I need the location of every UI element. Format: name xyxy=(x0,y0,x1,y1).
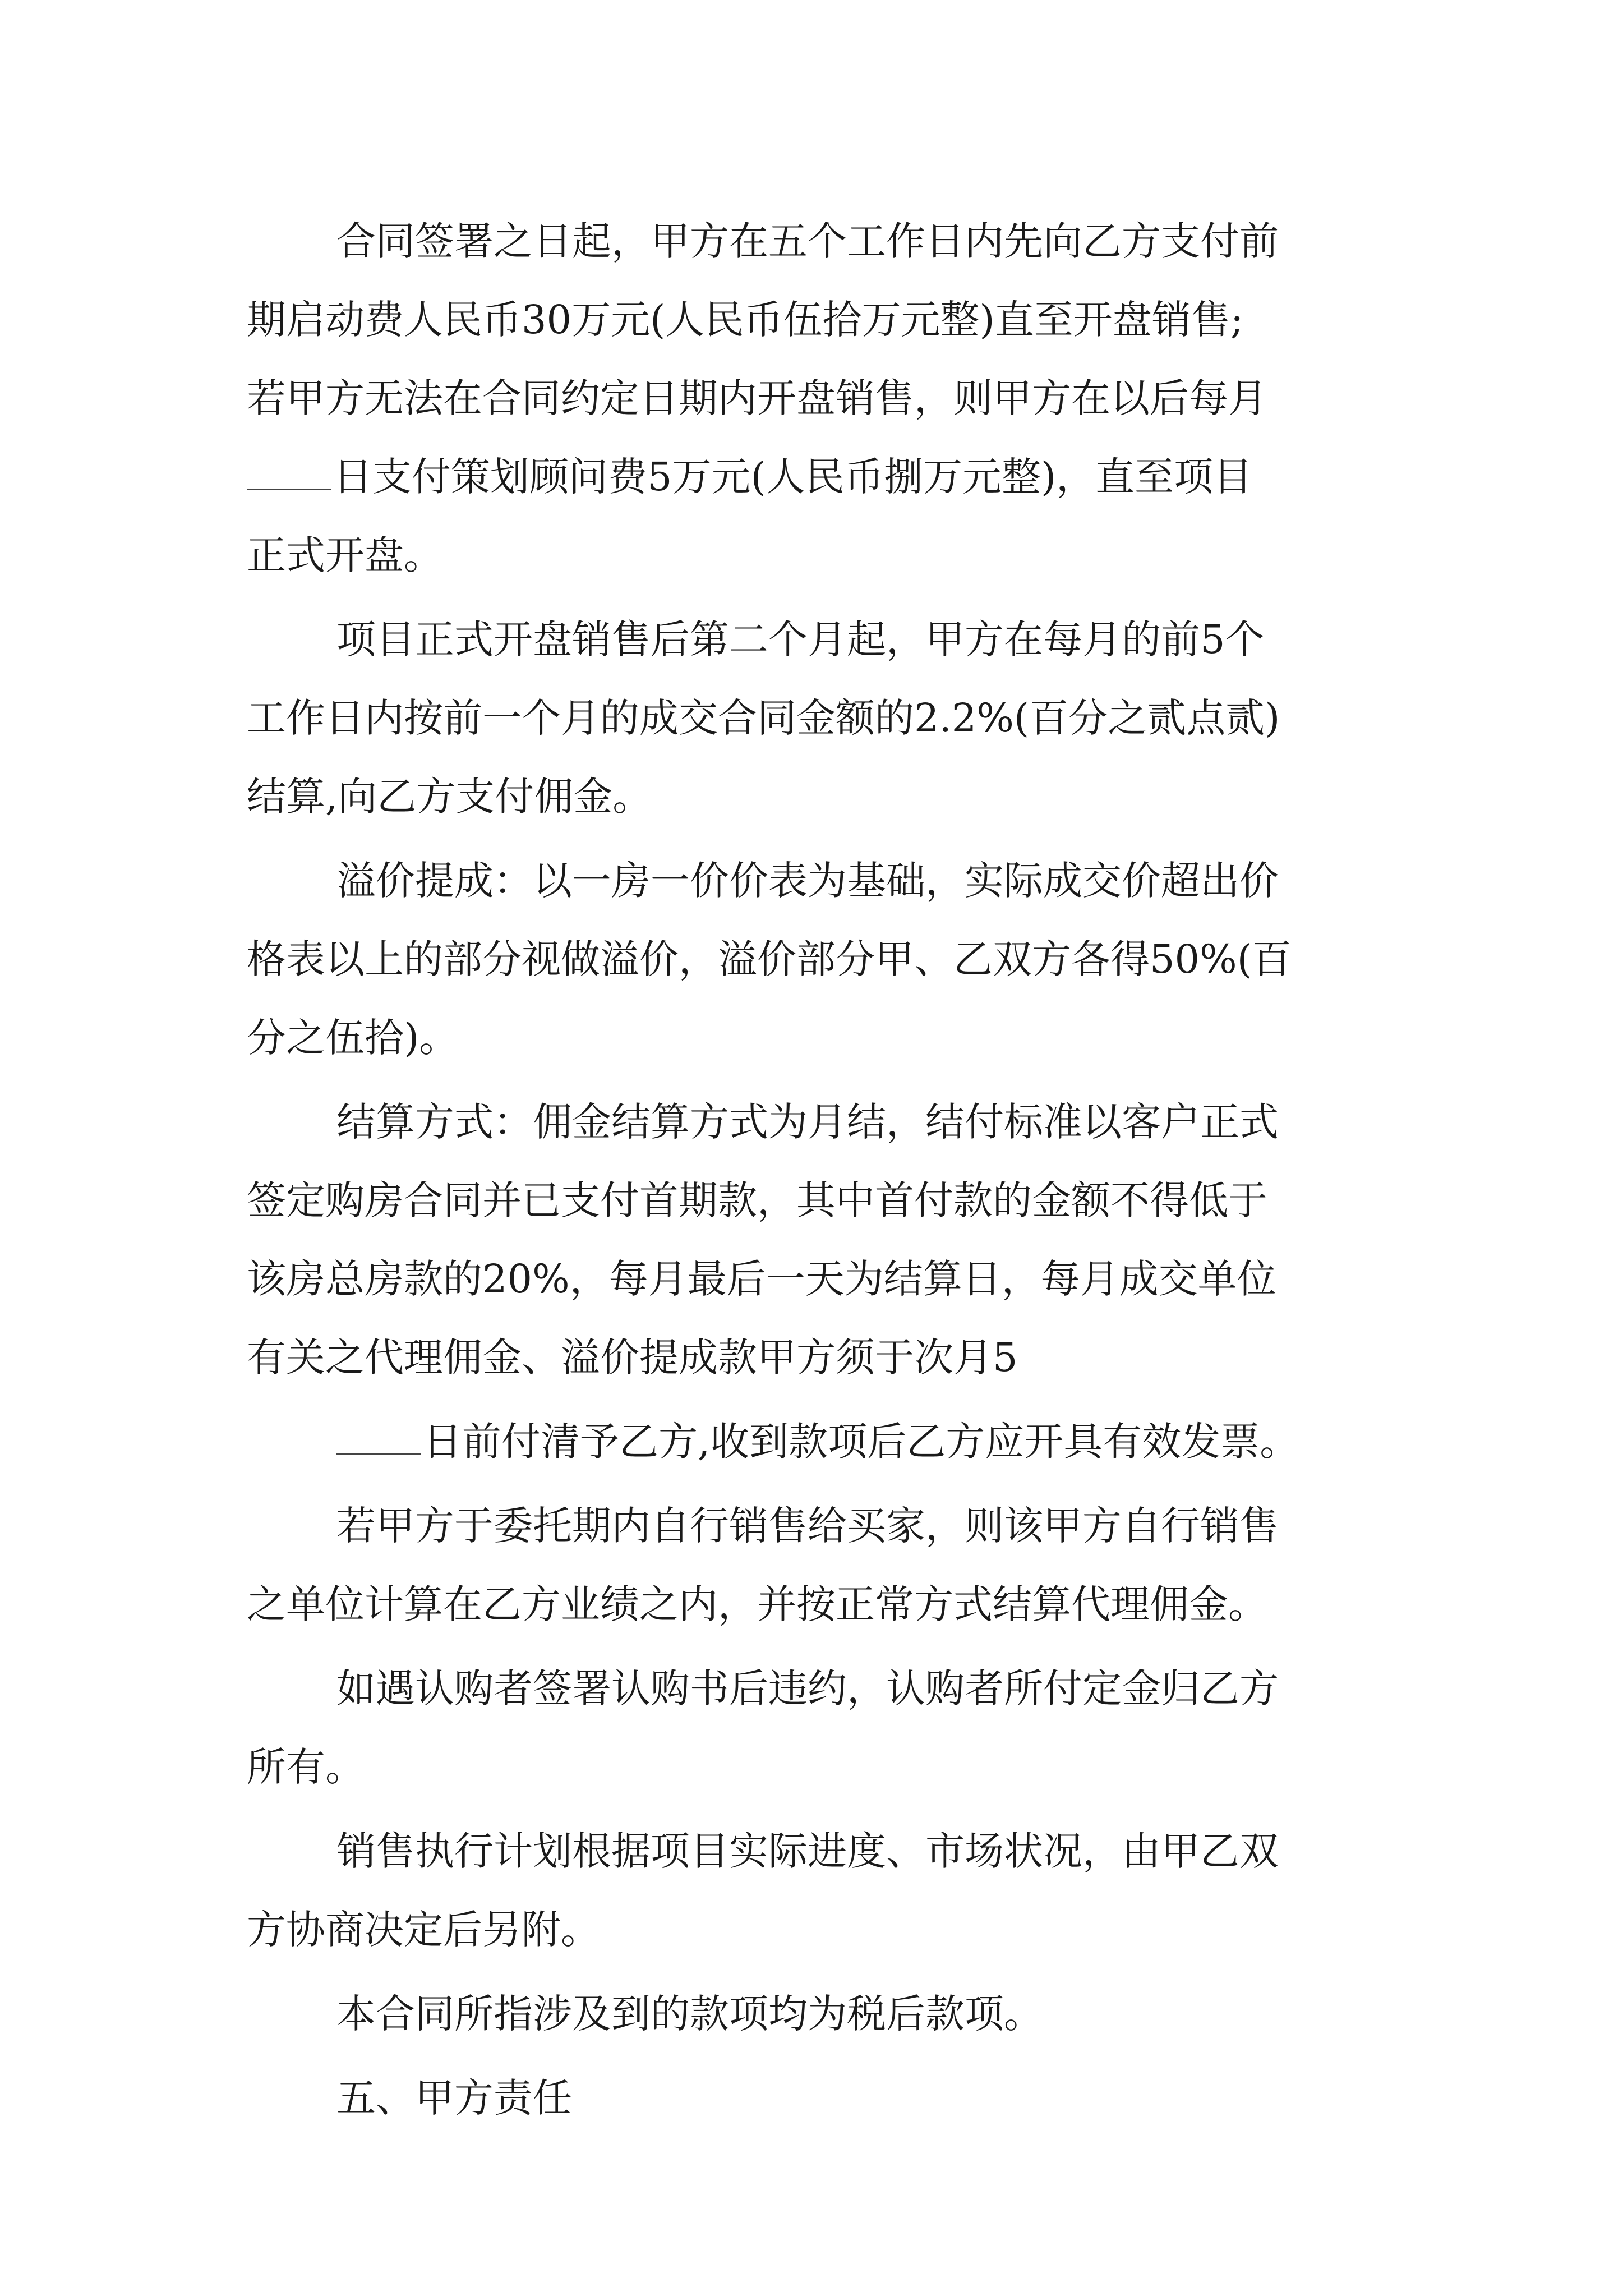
paragraph-4-line-4: 有关之代理佣金、溢价提成款甲方须于次月5 xyxy=(247,1335,1018,1381)
paragraph-7-line-2: 所有。 xyxy=(247,1744,365,1790)
paragraph-5-line-1 xyxy=(336,1414,1299,1470)
paragraph-8-line-2: 方协商决定后另附。 xyxy=(247,1907,600,1953)
paragraph-1-line-5: 正式开盘。 xyxy=(247,532,443,578)
paragraph-1-line-4 xyxy=(247,449,1252,505)
paragraph-6-line-2: 之单位计算在乙方业绩之内，并按正常方式结算代理佣金。 xyxy=(247,1581,1267,1627)
paragraph-1-line-1: 合同签署之日起，甲方在五个工作日内先向乙方支付前 xyxy=(336,218,1279,264)
paragraph-1-line-3: 若甲方无法在合同约定日期内开盘销售，则甲方在以后每月 xyxy=(247,375,1267,421)
paragraph-3-line-2: 格表以上的部分视做溢价，溢价部分甲、乙双方各得50%(百 xyxy=(247,936,1292,982)
paragraph-4-line-2: 签定购房合同并已支付首期款，其中首付款的金额不得低于 xyxy=(247,1177,1267,1223)
paragraph-6-line-1: 若甲方于委托期内自行销售给买家，则该甲方自行销售 xyxy=(336,1503,1279,1549)
paragraph-4-line-1: 结算方式：佣金结算方式为月结，结付标准以客户正式 xyxy=(336,1099,1279,1145)
paragraph-7-line-1: 如遇认购者签署认购书后违约，认购者所付定金归乙方 xyxy=(336,1665,1279,1711)
paragraph-2-line-2: 工作日内按前一个月的成交合同金额的2.2%(百分之贰点贰) xyxy=(247,695,1280,741)
paragraph-1-line-4-text: 日支付策划顾问费5万元(人民币捌万元整)，直至项目 xyxy=(333,454,1253,500)
paragraph-4-line-3: 该房总房款的20%，每月最后一天为结算日，每月成交单位 xyxy=(247,1256,1276,1302)
paragraph-5-line-1-text: 日前付清予乙方,收到款项后乙方应开具有效发票。 xyxy=(423,1419,1299,1465)
fill-in-blank-day xyxy=(247,455,331,490)
paragraph-3-line-1: 溢价提成：以一房一价价表为基础，实际成交价超出价 xyxy=(336,858,1279,904)
section-heading-party-a-duties: 五、甲方责任 xyxy=(336,2075,572,2121)
paragraph-1-line-2: 期启动费人民币30万元(人民币伍拾万元整)直至开盘销售; xyxy=(247,297,1244,343)
fill-in-blank-payment-day xyxy=(336,1420,421,1455)
paragraph-8-line-1: 销售执行计划根据项目实际进度、市场状况，由甲乙双 xyxy=(336,1828,1279,1874)
paragraph-2-line-3: 结算,向乙方支付佣金。 xyxy=(247,774,652,820)
paragraph-9-line-1: 本合同所指涉及到的款项均为税后款项。 xyxy=(336,1991,1043,2037)
paragraph-2-line-1: 项目正式开盘销售后第二个月起，甲方在每月的前5个 xyxy=(336,616,1265,662)
paragraph-3-line-3: 分之伍拾)。 xyxy=(247,1015,459,1061)
